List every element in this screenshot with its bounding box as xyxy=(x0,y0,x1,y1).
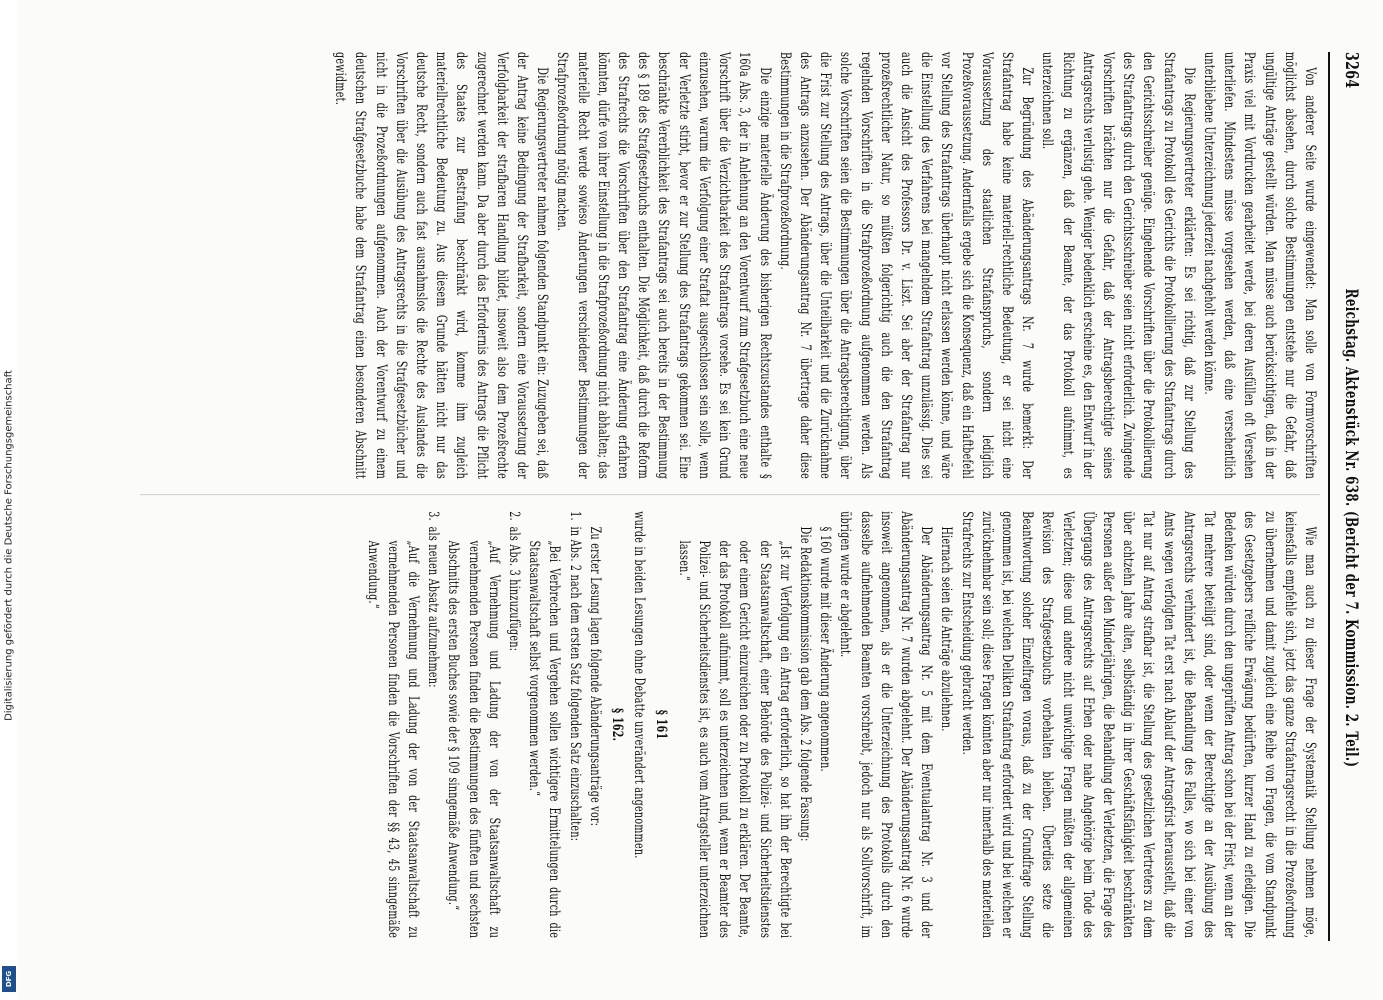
quoted-text: „Ist zur Verfolgung ein Antrag erforderlich, so hat ihn der Berechtigte bei der Staatsanwaltschaft, einer Behörde des Polizei- und Sicherheitsdienstes oder einem Gericht einzureichen oder zu Protokoll zu erklären. Der Beamte, der das Protokoll aufnimmt, soll es unterzeichnen und, wenn er Beamter des Polizei- und Sicherheitsdienstes ist, es auch vom Antragsteller unterzeichnen lassen.“ xyxy=(675,540,793,939)
list-number: 3. xyxy=(425,511,442,521)
column-divider xyxy=(140,494,1320,495)
list-item xyxy=(423,511,443,938)
section-heading-162: § 162. xyxy=(609,708,626,742)
paragraph: § 160 wurde mit dieser Änderung angenommen. xyxy=(817,526,834,772)
list-text: als neuen Absatz aufzunehmen: xyxy=(425,526,442,688)
left-column xyxy=(330,52,1320,479)
rotated-document xyxy=(92,52,1362,939)
paragraph: Von anderer Seite wurde eingewendet: Man solle von Formvorschriften möglichst absehen, durch solche Bestimmungen entstehe nur die Gefahr, daß ungültige Anträge gestellt würden. Man müsse auch berücksichtigen, daß in der Praxis viel mit Vordrucken gearbeitet werde, bei deren Ausfüllen oft Versehen unterliefen. Mindestens müsse vorgesehen werden, daß eine versehentlich unterbliebene Unterzeichnung jederzeit nachgeholt werden könne. xyxy=(1200,52,1318,480)
paragraph: Hiernach seien die Anträge abzulehnen. xyxy=(938,526,955,732)
paragraph: Wie man auch zu dieser Frage der Systematik Stellung nehmen möge, keinesfalls empfehle sich, jetzt das ganze Strafantragsrecht in die Prozeßordnung zu übernehmen und damit zugleich eine Reihe von Fragen, die vom Standpunkt des Gesetzgebers reifliche Erwägung bedürften, kurzer Hand zu erledigen. Die Bedenken würden durch den ungeprüften Antrag schon bei der Frist, wenn an der Tat mehrere beteiligt sind, oder wenn der Berechtigte an der Ausübung des Antragsrechts verhindert ist, die Behandlung des Falles, wo sich bei einer von Amts wegen verfolgten Tat erst nach Ablauf der Antragsfrist herausstellt, daß die Tat nur auf Antrag strafbar ist, die Stellung des gesetzlichen Vertreters zu dem über achtzehn Jahre alten, selbständig in ihrer Geschäftsfähigkeit beschränkten Personen außer den Minderjährigen, die Behandlung der Verletzten, die Frage des Übergangs des Antragsrechts auf Erben oder nahe Angehörige beim Tode des Verletzten; diese und andere nicht unwichtige Fragen müßten der allgemeinen Revision des Strafgesetzbuchs vorbehalten bleiben. Überdies setze die Beantwortung solcher Einzelfragen voraus, daß zu der Grundfrage Stellung genommen ist, bei welchen Delikten Strafantrag erfordert wird und bei welchen er zurücknehmbar sein soll; diese Fragen könnten aber nur innerhalb des materiellen Strafrechts zur Entscheidung gebracht werden. xyxy=(958,511,1318,939)
header-rule xyxy=(1328,52,1330,941)
list-item xyxy=(443,511,504,938)
section-heading-161: § 161 xyxy=(653,709,670,740)
paragraph: wurde in beiden Lesungen ohne Debatte unverändert angenommen. xyxy=(631,511,648,859)
list-item xyxy=(564,511,584,938)
paragraph: Die Regierungsvertreter erklärten: Es sei richtig, daß zur Stellung des Strafantrags zu Protokoll des Gerichts die Protokollierung des Strafantrags durch den Gerichtsschreiber genüge. Eingehende Vorschriften über die Protokollierung des Strafantrags durch den Gerichtsschreiber seien nicht erforderlich. Zwingende Vorschriften brächten nur die Gefahr, daß der Antragsberechtigte seines Antragsrechts verlustig gehe. Weniger bedenklich erscheine es, den Entwurf in der Richtung zu ergänzen, daß der Beamte, der das Protokoll aufnimmt, es unterzeichnen soll. xyxy=(1039,52,1197,480)
paragraph: Die Redaktionskommission gab dem Abs. 2 folgende Fassung: xyxy=(796,526,813,842)
list-text: „Bei Verbrechen und Vergehen sollen wichtigere Ermittelungen durch die Staatsanwaltschaft selbst vorgenommen werden.“ xyxy=(526,540,563,939)
paragraph: Die Regierungsvertreter nahmen folgenden Standpunkt ein: Zuzugeben sei, daß der Antrag keine Bedingung der Strafbarkeit, sondern eine Voraussetzung der Verfolgbarkeit der strafbaren Handlung bildet, insoweit also dem Prozeßrechte zugerechnet werden kann. Da aber durch das Erfordernis des Antrags die Pflicht des Staates zur Bestrafung beschränkt wird, komme ihm zugleich materiellrechtliche Bedeutung zu. Aus diesem Grunde hätten nicht nur das deutsche Recht, sondern auch fast ausnahmslos die Rechte des Auslandes die Vorschriften über die Ausübung des Antragsrechts in die Strafgesetzbücher und nicht in die Prozeßordnungen aufgenommen. Auch der Vorentwurf zu einem deutschen Strafgesetzbuche habe dem Strafantrag einen besonderen Abschnitt gewidmet. xyxy=(332,52,551,480)
list-number: 2. xyxy=(506,511,523,521)
right-column xyxy=(362,511,1320,938)
paragraph: Zu erster Lesung lagen folgende Abänderungsanträge vor: xyxy=(586,526,603,827)
list-item xyxy=(504,511,524,938)
dfg-logo-text: DFG xyxy=(5,970,13,988)
list-text: „Auf die Vernehmung und Ladung der von der Staatsanwaltschaft zu vernehmenden Personen finden die Vorschriften der §§ 43, 45 sinngemäße Anwendung.“ xyxy=(364,540,422,939)
list-text: in Abs. 2 nach dem ersten Satz folgenden Satz einzuschalten: xyxy=(566,526,583,842)
paragraph: Die einzige materielle Änderung des bisherigen Rechtszustandes enthalte § 160a Abs. 3, der in Anlehnung an den Vorentwurf zum Strafgesetzbuch eine neue Vorschrift über die Verzichtbarkeit des Strafantrags vorsehe. Es sei kein Grund einzusehen, warum die Verfolgung einer Straftat ausgeschlossen sein solle, wenn der Verletzte stirbt, bevor er zur Stellung des Strafantrags gekommen sei. Eine beschränkte Vererblichkeit des Strafantrags sei auch bereits in der Bestimmung des § 189 des Strafgesetzbuchs enthalten. Die Möglichkeit, daß durch die Reform des Strafrechts die Vorschriften über den Strafantrag eine Änderung erfahren könnten, dürfe von ihrer Einstellung in die Strafprozeßordnung nicht abhalten; das materielle Recht werde sowieso Änderungen verschiedener Bestimmungen der Strafprozeßordnung nötig machen. xyxy=(554,52,773,480)
credit-strip xyxy=(0,0,18,1000)
paragraph: Der Abänderungsantrag Nr. 5 mit dem Eventualantrag Nr. 3 und der Abänderungsantrag Nr. 7 wurden abgelehnt. Der Abänderungsantrag Nr. 6 wurde insoweit angenommen, als er die Unterzeichnung des Protokolls durch den dasselbe aufnehmenden Beamten vorschreibt, jedoch nur als Sollvorschrift, im übrigen wurde er abgelehnt. xyxy=(837,511,935,939)
list-item xyxy=(524,511,564,938)
digitization-credit: Digitalisierung gefördert durch die Deutsche Forschungsgemeinschaft xyxy=(3,370,15,721)
page-number: 3264 xyxy=(1341,52,1362,89)
list-item xyxy=(362,511,423,938)
list-text: „Auf Vernehmung und Ladung der von der Staatsanwaltschaft zu vernehmenden Personen finden die Bestimmungen des fünften und sechsten Abschnitts des ersten Buches sowie der § 109 sinngemäße Anwendung.“ xyxy=(445,540,502,939)
dfg-logo xyxy=(2,966,16,992)
list-number: 1. xyxy=(566,511,583,521)
page-header xyxy=(1332,52,1362,941)
running-title: Reichstag. Aktenstück Nr. 638. (Bericht der 7. Kommission. 2. Teil.) xyxy=(1341,288,1361,768)
list-text: als Abs. 3 hinzuzufügen: xyxy=(506,526,523,652)
paragraph: Zur Begründung des Abänderungsantrags Nr. 7 wurde bemerkt: Der Strafantrag habe keine materiell-rechtliche Bedeutung, er sei nicht eine Voraussetzung des staatlichen Strafanspruchs, sondern lediglich Prozeßvoraussetzung. Andernfalls ergebe sich die Konsequenz, daß ein Haftbefehl vor Stellung des Strafantrags überhaupt nicht erlassen werden könne, und wäre die Einstellung des Verfahrens bei mangelndem Strafantrag unzulässig. Dies sei auch die Ansicht des Professors Dr. v. Liszt. Sei aber der Strafantrag nur prozeßrechtlicher Natur, so müßten folgerichtig auch die den Strafantrag regelnden Vorschriften in die Strafprozeßordnung aufgenommen werden. Als solche Vorschriften seien die Bestimmungen über die Antragsberechtigung, über die Frist zur Stellung des Antrags, über die Unteilbarkeit und die Zurücknahme des Antrags anzusehen. Der Abänderungsantrag Nr. 7 übertrage daher diese Bestimmungen in die Strafprozeßordnung. xyxy=(776,52,1036,480)
